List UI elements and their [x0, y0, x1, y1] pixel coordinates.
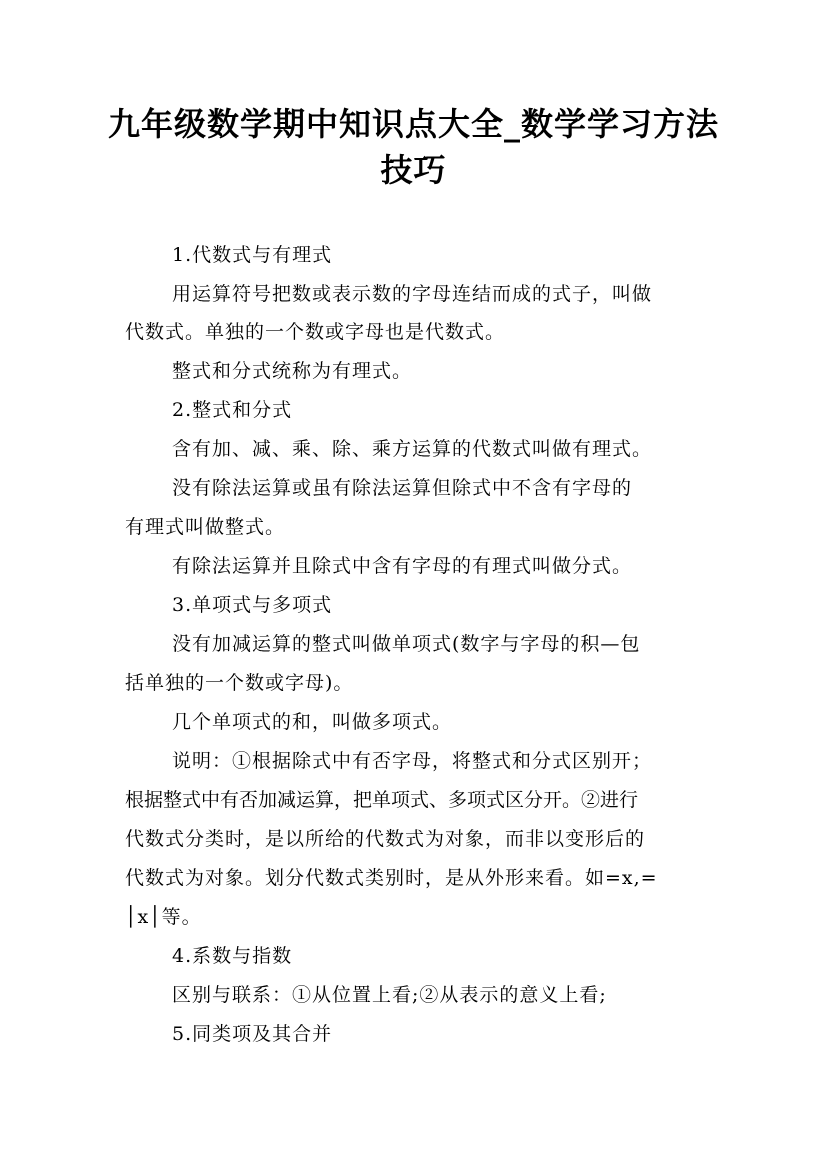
paragraph-line: 用运算符号把数或表示数的字母连结而成的式子，叫做 [172, 283, 653, 305]
paragraph-line: 代数式为对象。划分代数式类别时，是从外形来看。如=x,= [125, 867, 658, 889]
section-heading-1: 1.代数式与有理式 [172, 244, 333, 266]
paragraph-line: 括单独的一个数或字母)。 [125, 672, 354, 694]
paragraph-line: │x│等。 [125, 906, 202, 928]
section-heading-2: 2.整式和分式 [172, 399, 293, 421]
paragraph-line: 含有加、减、乘、除、乘方运算的代数式叫做有理式。 [172, 438, 653, 460]
paragraph-line: 区别与联系：①从位置上看;②从表示的意义上看; [172, 984, 607, 1006]
document-title-line-2: 技巧 [380, 151, 447, 189]
paragraph-line: 没有除法运算或虽有除法运算但除式中不含有字母的 [172, 477, 633, 499]
paragraph-line: 有除法运算并且除式中含有字母的有理式叫做分式。 [172, 555, 633, 577]
paragraph-line: 说明：①根据除式中有否字母，将整式和分式区别开； [172, 750, 653, 772]
paragraph-line: 整式和分式统称为有理式。 [172, 360, 413, 382]
paragraph-line: 根据整式中有否加减运算，把单项式、多项式区分开。②进行 [125, 789, 639, 811]
paragraph-line: 没有加减运算的整式叫做单项式(数字与字母的积—包 [172, 633, 641, 655]
document-title-line-1: 九年级数学期中知识点大全_数学学习方法 [107, 105, 719, 143]
paragraph-line: 代数式分类时，是以所给的代数式为对象，而非以变形后的 [125, 828, 646, 850]
paragraph-line: 代数式。单独的一个数或字母也是代数式。 [125, 321, 506, 343]
section-heading-3: 3.单项式与多项式 [172, 594, 333, 616]
section-heading-4: 4.系数与指数 [172, 945, 293, 967]
section-heading-5: 5.同类项及其合并 [172, 1023, 333, 1045]
paragraph-line: 有理式叫做整式。 [125, 516, 286, 538]
paragraph-line: 几个单项式的和，叫做多项式。 [172, 711, 453, 733]
